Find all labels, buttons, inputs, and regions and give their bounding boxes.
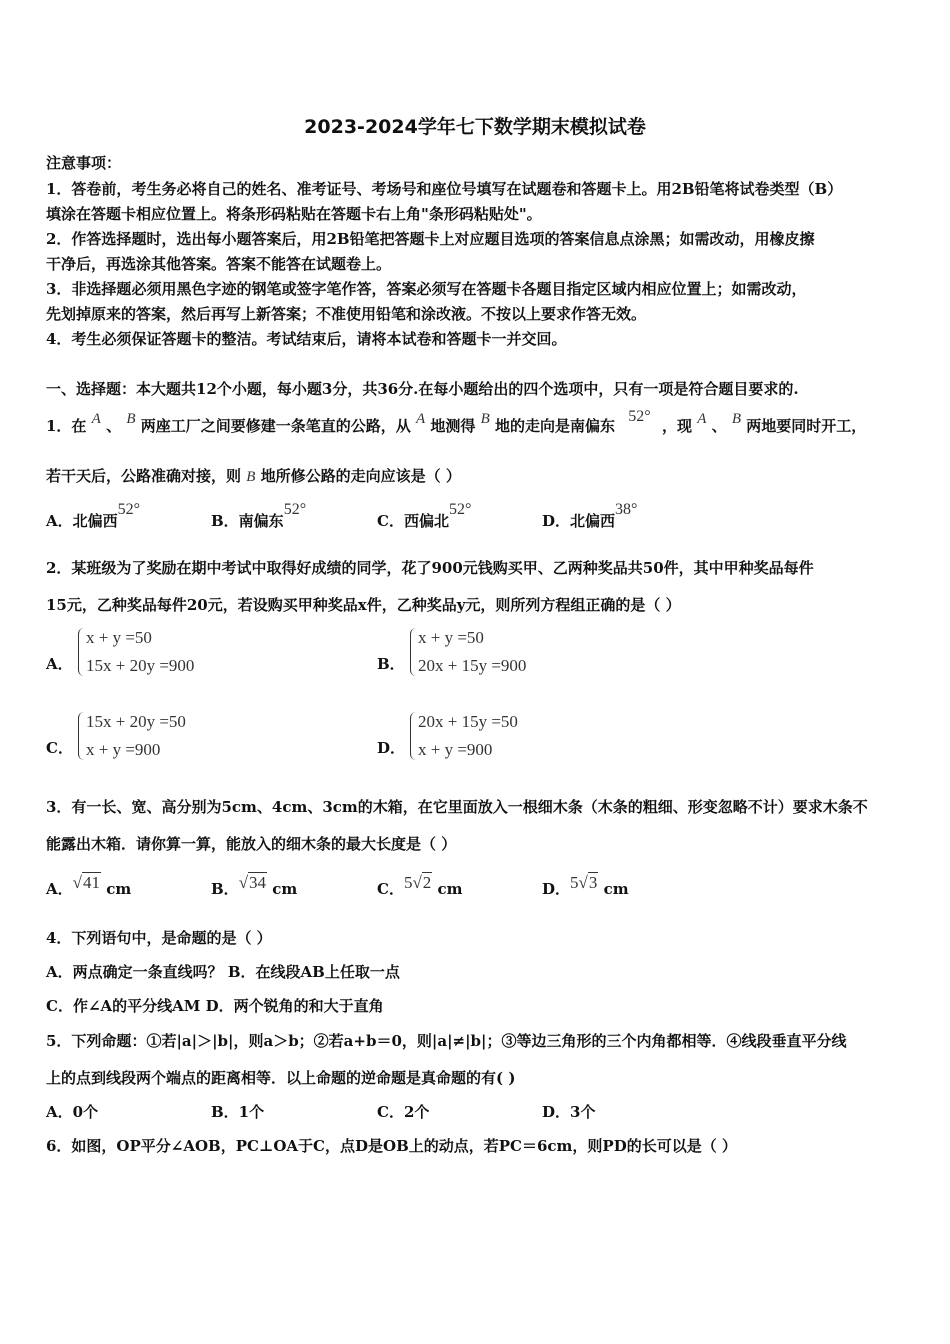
option-d[interactable] xyxy=(542,873,629,899)
notice-line: 先划掉原来的答案，然后再写上新答案；不准使用铅笔和涂改液。不按以上要求作答无效。 xyxy=(46,305,647,323)
point-b: B xyxy=(480,411,490,427)
brace xyxy=(410,628,417,676)
notice-line: 3．非选择题必须用黑色字迹的钢笔或签字笔作答，答案必须写在答题卡各题目指定区域内相应位置上；如需改动， xyxy=(46,280,807,298)
question-1-line-2 xyxy=(46,465,461,486)
option-label: B．南偏东 xyxy=(211,512,284,530)
question-3-line-2: 能露出木箱．请你算一算，能放入的细木条的最大长度是（ ） xyxy=(46,835,457,853)
option-angle: 52° xyxy=(448,501,472,518)
question-5-line-1: 5．下列命题：①若|a|＞|b|，则a＞b；②若a+b＝0，则|a|≠|b|；③等边三角形的三个内角都相等．④线段垂直平分线 xyxy=(46,1032,847,1050)
question-2-line-2: 15元，乙种奖品每件20元，若设购买甲种奖品x件，乙种奖品y元，则所列方程组正确的是（ ） xyxy=(46,596,681,614)
q1-text: 地测得 xyxy=(430,417,476,435)
notice-line: 1．答卷前，考生务必将自己的姓名、准考证号、考场号和座位号填写在试题卷和答题卡上。用2B铅笔将试卷类型（B） xyxy=(46,180,843,198)
notice-line: 填涂在答题卡相应位置上。将条形码粘贴在答题卡右上角"条形码粘贴处"。 xyxy=(46,205,542,223)
unit: cm xyxy=(437,880,463,898)
brace xyxy=(78,628,85,676)
option-angle: 52° xyxy=(283,501,307,518)
point-b: B xyxy=(731,411,742,427)
option-a[interactable] xyxy=(46,873,132,899)
option-label: B． xyxy=(211,880,239,898)
notice-heading: 注意事项： xyxy=(46,154,122,172)
notice-line: 2．作答选择题时，选出每小题答案后，用2B铅笔把答题卡上对应题目选项的答案信息点涂黑；如需改动，用橡皮擦 xyxy=(46,230,815,248)
page-title: 2023-2024学年七下数学期末模拟试卷 xyxy=(304,116,646,138)
sqrt-expression: √34 xyxy=(238,873,267,892)
radicand: 34 xyxy=(249,873,267,892)
equation: 15x + 20y =900 xyxy=(86,656,195,675)
equation: 20x + 15y =50 xyxy=(418,712,518,731)
question-3-line-1: 3．有一长、宽、高分别为5cm、4cm、3cm的木箱，在它里面放入一根细木条（木条的粗细、形变忽略不计）要求木条不 xyxy=(46,798,868,816)
equation: x + y =50 xyxy=(418,628,484,647)
option-c[interactable]: C．2个 xyxy=(377,1103,430,1121)
question-2-line-1: 2．某班级为了奖励在期中考试中取得好成绩的同学，花了900元钱购买甲、乙两种奖品共50件，其中甲种奖品每件 xyxy=(46,559,814,577)
notice-line: 4．考生必须保证答题卡的整洁。考试结束后，请将本试卷和答题卡一并交回。 xyxy=(46,330,567,348)
sqrt-expression: 5√3 xyxy=(570,873,598,892)
q1-text: 地的走向是南偏东 xyxy=(495,417,616,435)
sqrt-expression: 5√2 xyxy=(403,873,432,892)
q1-text: 1．在 xyxy=(46,417,87,435)
equation: 20x + 15y =900 xyxy=(418,656,527,675)
q1-text: 地所修公路的走向应该是（ ） xyxy=(260,467,461,485)
point-a: A xyxy=(415,411,426,427)
point-b: B xyxy=(246,469,256,485)
option-label: D． xyxy=(542,880,571,898)
radicand: 2 xyxy=(422,873,432,892)
q1-text: ，现 xyxy=(661,417,692,435)
point-a: A xyxy=(91,411,101,427)
question-4-options-line-1[interactable]: A．两点确定一条直线吗？ B．在线段AB上任取一点 xyxy=(46,963,400,981)
coefficient: 5 xyxy=(570,873,579,892)
option-c[interactable] xyxy=(377,501,472,531)
option-angle: 52° xyxy=(117,501,141,518)
angle-value: 52° xyxy=(628,408,651,425)
equation: x + y =900 xyxy=(418,740,493,759)
option-b[interactable] xyxy=(211,501,307,531)
option-c[interactable] xyxy=(377,873,463,899)
question-6-line-1: 6．如图，OP平分∠AOB，PC⊥OA于C，点D是OB上的动点，若PC＝6cm，则PD的长可以是（ ） xyxy=(46,1137,737,1155)
point-b: B xyxy=(126,411,136,427)
question-1-line-1 xyxy=(46,408,867,436)
unit: cm xyxy=(106,880,132,898)
option-a[interactable]: A． xyxy=(46,655,73,673)
q1-text: 若干天后，公路准确对接，则 xyxy=(46,467,242,485)
option-a[interactable]: A．0个 xyxy=(46,1103,99,1121)
option-c[interactable]: C． xyxy=(46,739,73,757)
option-b[interactable]: B． xyxy=(377,655,405,673)
radicand: 41 xyxy=(82,873,100,892)
equation: x + y =900 xyxy=(86,740,161,759)
unit: cm xyxy=(603,880,629,898)
brace xyxy=(78,712,85,760)
option-a[interactable] xyxy=(46,501,141,531)
radicand: 3 xyxy=(588,873,598,892)
option-label: C．西偏北 xyxy=(377,512,449,530)
equation: 15x + 20y =50 xyxy=(86,712,186,731)
option-label: C． xyxy=(377,880,404,898)
point-a: A xyxy=(697,411,707,427)
q1-text: 两座工厂之间要修建一条笔直的公路，从 xyxy=(140,417,411,435)
option-b[interactable]: B．1个 xyxy=(211,1103,265,1121)
question-5-line-2: 上的点到线段两个端点的距离相等．以上命题的逆命题是真命题的有( ) xyxy=(46,1069,516,1087)
option-label: A．北偏西 xyxy=(46,512,118,530)
unit: cm xyxy=(272,880,298,898)
notice-line: 干净后，再选涂其他答案。答案不能答在试题卷上。 xyxy=(46,255,392,273)
option-label: A． xyxy=(46,880,73,898)
option-d[interactable] xyxy=(542,501,638,531)
equation: x + y =50 xyxy=(86,628,152,647)
option-d[interactable]: D． xyxy=(377,739,406,757)
question-4-options-line-2[interactable]: C．作∠A的平分线AM D．两个锐角的和大于直角 xyxy=(46,997,384,1015)
sqrt-expression: √41 xyxy=(72,873,100,892)
q1-separator: 、 xyxy=(711,417,727,435)
option-label: D．北偏西 xyxy=(542,512,616,530)
option-angle: 38° xyxy=(615,501,638,518)
option-d[interactable]: D．3个 xyxy=(542,1103,596,1121)
q1-separator: 、 xyxy=(106,417,122,435)
brace xyxy=(410,712,417,760)
q1-text: 两地要同时开工， xyxy=(746,417,867,435)
section-heading: 一、选择题：本大题共12个小题，每小题3分，共36分.在每小题给出的四个选项中，只有一项是符合题目要求的. xyxy=(46,380,799,398)
question-4-stem: 4．下列语句中，是命题的是（ ） xyxy=(46,929,272,947)
option-b[interactable] xyxy=(211,873,298,899)
coefficient: 5 xyxy=(403,873,413,892)
